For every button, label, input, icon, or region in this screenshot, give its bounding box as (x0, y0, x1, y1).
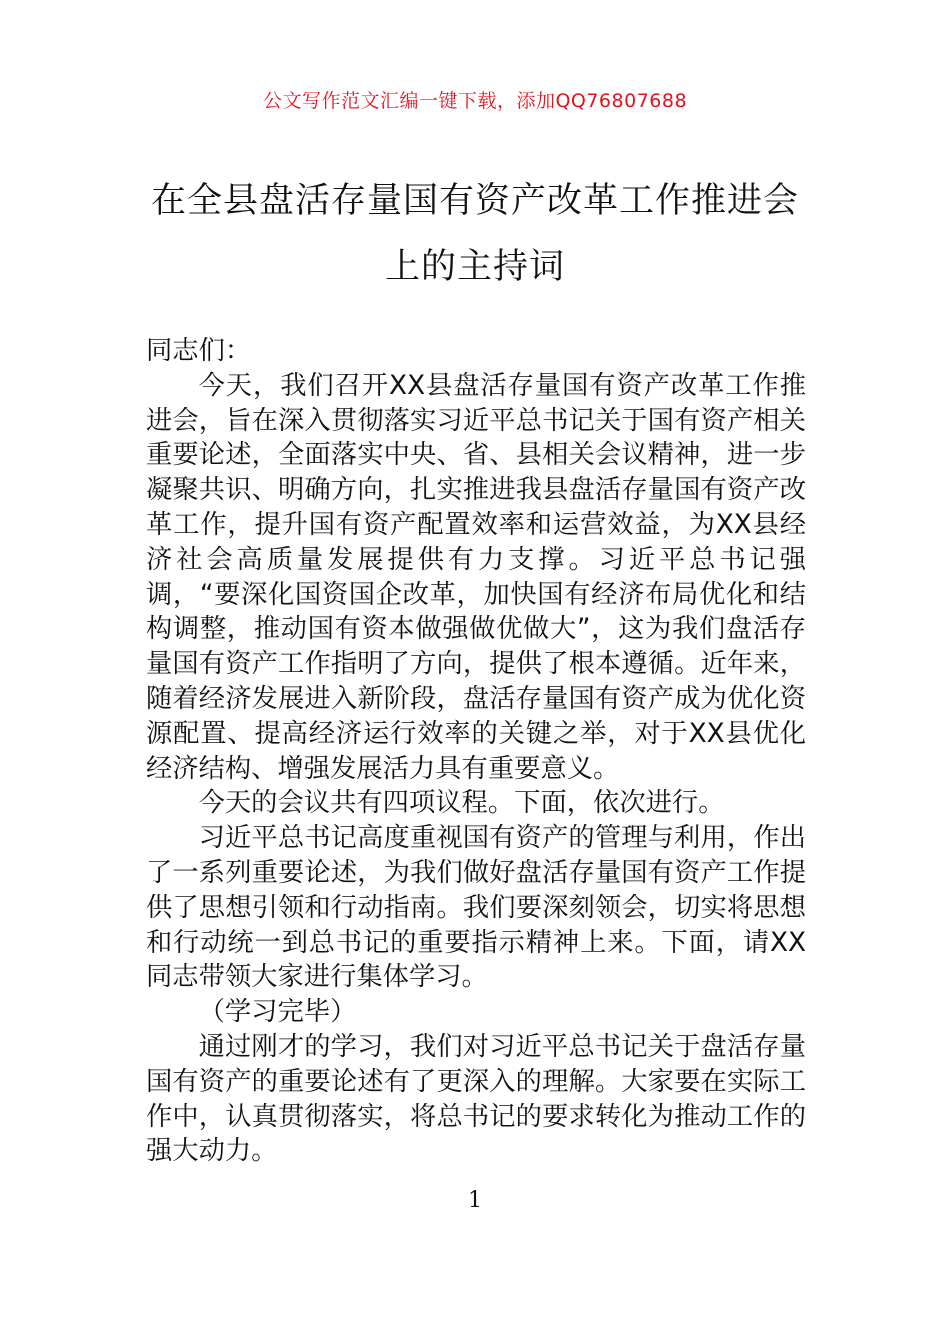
header-promo-text: 公文写作范文汇编一键下载，添加QQ76807688 (262, 90, 688, 112)
title-line-2: 上的主持词 (384, 247, 565, 287)
document-title (140, 168, 810, 300)
page-number: 1 (468, 1188, 482, 1213)
paragraph-study-intro: 习近平总书记高度重视国有资产的管理与利用，作出了一系列重要论述，为我们做好盘活存量国有资产工作提供了思想引领和行动指南。我们要深刻领会，切实将思想和行动统一到总书记的重要指示精神上来。下面，请XX同志带领大家进行集体学习。 (146, 823, 806, 993)
paragraph-study-done: （学习完毕） (198, 997, 357, 1028)
title-line-1: 在全县盘活存量国有资产改革工作推进会 (150, 181, 799, 221)
paragraph-agenda: 今天的会议共有四项议程。下面，依次进行。 (198, 788, 725, 819)
salutation: 同志们： (146, 336, 252, 366)
paragraph-opening: 今天，我们召开XX县盘活存量国有资产改革工作推进会，旨在深入贯彻落实习近平总书记关于国有资产相关重要论述，全面落实中央、省、县相关会议精神，进一步凝聚共识、明确方向，扎实推进我县盘活存量国有资产改革工作，提升国有资产配置效率和运营效益，为XX县经济社会高质量发展提供有力支撑。习近平总书记强调，“要深化国资国企改革，加快国有经济布局优化和结构调整，推动国有资本做强做优做大”，这为我们盘活存量国有资产工作指明了方向，提供了根本遵循。近年来，随着经济发展进入新阶段，盘活存量国有资产成为优化资源配置、提高经济运行效率的关键之举，对于XX县优化经济结构、增强发展活力具有重要意义。 (146, 370, 806, 784)
document-body (146, 334, 806, 1169)
paragraph-study-summary: 通过刚才的学习，我们对习近平总书记关于盘活存量国有资产的重要论述有了更深入的理解。大家要在实际工作中，认真贯彻落实，将总书记的要求转化为推动工作的强大动力。 (146, 1031, 806, 1167)
